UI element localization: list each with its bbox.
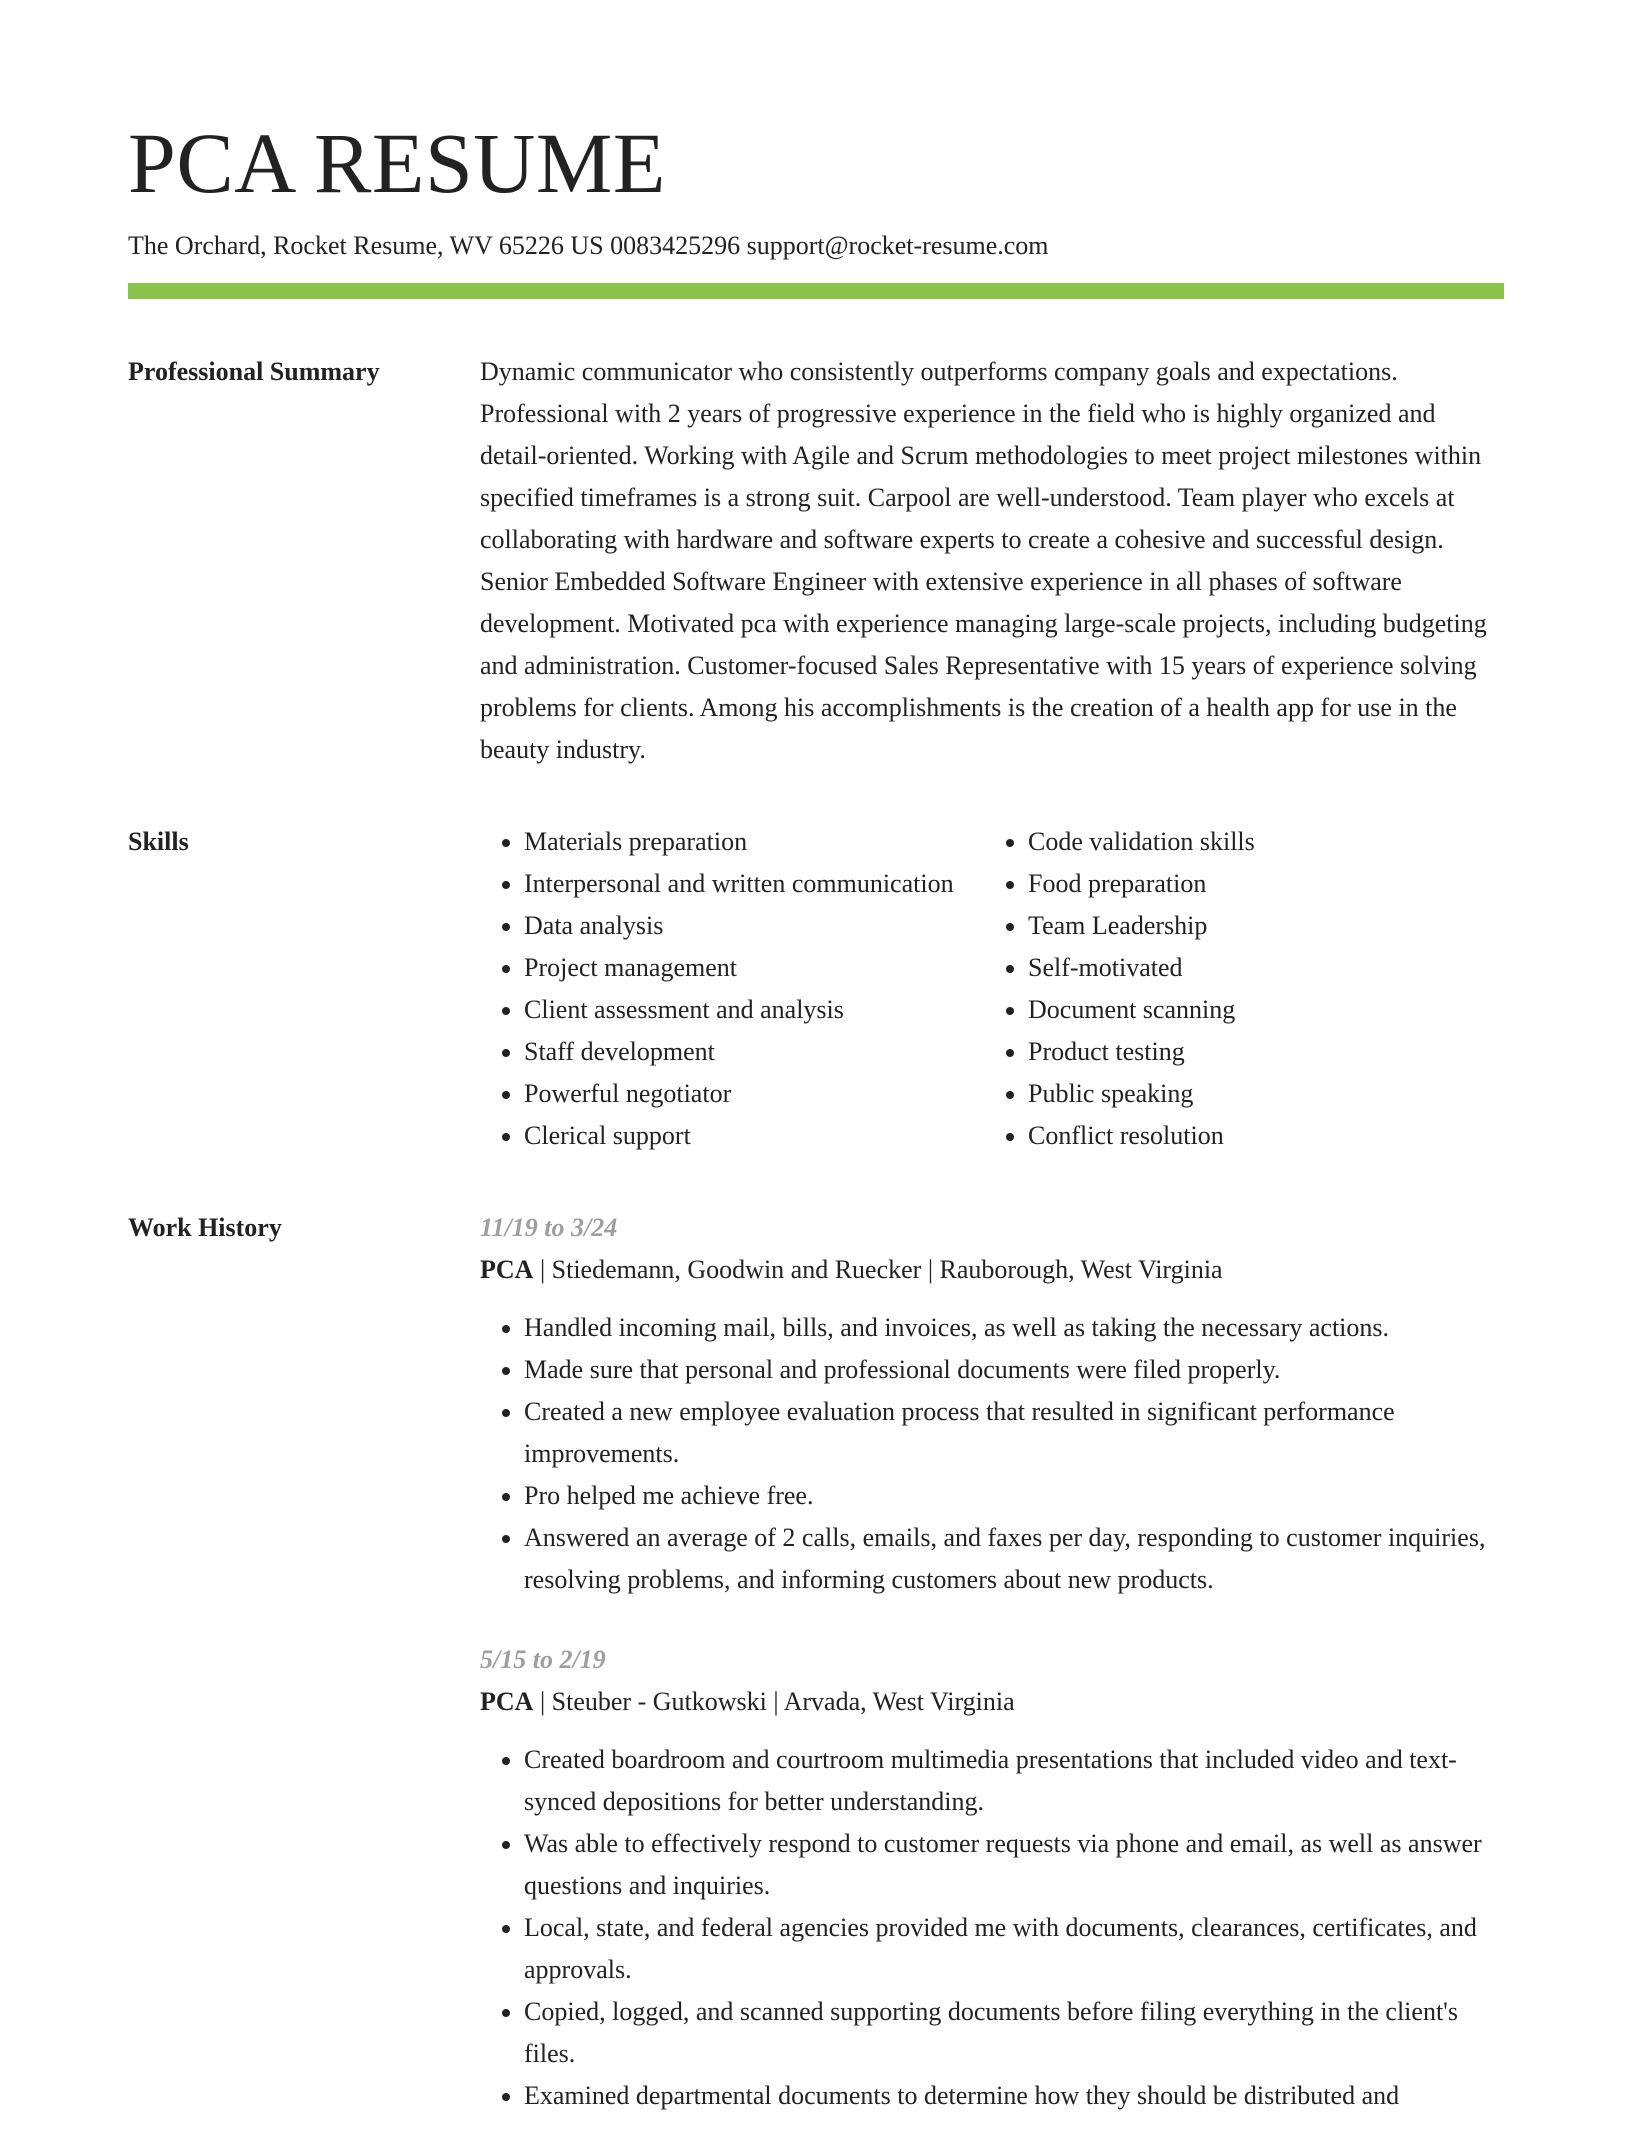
job-entry [480, 1207, 1504, 1601]
job-bullet: • Copied, logged, and scanned supporting documents before filing everything in the client's files. [524, 1991, 1504, 2075]
resume-title: PCA RESUME [128, 115, 666, 211]
job-bullet: • Made sure that personal and professional documents were filed properly. [524, 1349, 1504, 1391]
job-title: PCA [480, 1687, 534, 1717]
section-label: Professional Summary [128, 357, 380, 387]
skill-item: • Public speaking [1028, 1073, 1504, 1115]
job-dates: 5/15 to 2/19 [480, 1645, 606, 1675]
skill-item: • Data analysis [524, 905, 984, 947]
skill-item: • Self-motivated [1028, 947, 1504, 989]
job-bullet: • Examined departmental documents to determine how they should be distributed and [524, 2075, 1504, 2117]
skill-item: • Powerful negotiator [524, 1073, 984, 1115]
job-bullet: • Answered an average of 2 calls, emails, and faxes per day, responding to customer inquiries, resolving problems, and informing customers about new products. [524, 1517, 1504, 1601]
job-bullet: • Pro helped me achieve free. [524, 1475, 1504, 1517]
job-bullet: • Handled incoming mail, bills, and invoices, as well as taking the necessary actions. [524, 1307, 1504, 1349]
skill-item: • Materials preparation [524, 821, 984, 863]
work-history-section [128, 1207, 1504, 2155]
skill-item: • Clerical support [524, 1115, 984, 1157]
professional-summary-section [128, 351, 1504, 771]
job-entry [480, 1639, 1504, 2117]
skill-item: • Conflict resolution [1028, 1115, 1504, 1157]
skills-grid [480, 821, 1504, 1157]
resume-page [128, 0, 1504, 2155]
contact-line: The Orchard, Rocket Resume, WV 65226 US 0083425296 support@rocket-resume.com [128, 231, 1049, 260]
skill-item: • Staff development [524, 1031, 984, 1073]
skills-section [128, 821, 1504, 1157]
job-dates: 11/19 to 3/24 [480, 1213, 618, 1243]
section-label: Work History [128, 1213, 282, 1243]
skills-list-left [480, 821, 984, 1157]
job-bullet: • Created a new employee evaluation process that resulted in significant performance improvements. [524, 1391, 1504, 1475]
section-body [480, 351, 1504, 771]
skill-item: • Code validation skills [1028, 821, 1504, 863]
job-heading [480, 1681, 1504, 1723]
section-body [480, 821, 1504, 1157]
skill-item: • Client assessment and analysis [524, 989, 984, 1031]
skill-item: • Project management [524, 947, 984, 989]
job-bullets [480, 1307, 1504, 1601]
job-heading [480, 1249, 1504, 1291]
job-bullets [480, 1739, 1504, 2117]
section-body [480, 1207, 1504, 2155]
skill-item: • Interpersonal and written communication [524, 863, 984, 905]
section-label: Skills [128, 827, 189, 857]
job-title: PCA [480, 1255, 534, 1285]
skills-list-right [984, 821, 1504, 1157]
job-details: | Stiedemann, Goodwin and Ruecker | Rauborough, West Virginia [533, 1255, 1223, 1285]
skill-item: • Food preparation [1028, 863, 1504, 905]
job-details: | Steuber - Gutkowski | Arvada, West Virginia [533, 1687, 1015, 1717]
job-bullet: • Created boardroom and courtroom multimedia presentations that included video and text-synced depositions for better understanding. [524, 1739, 1504, 1823]
job-bullet: • Local, state, and federal agencies provided me with documents, clearances, certificates, and approvals. [524, 1907, 1504, 1991]
skill-item: • Document scanning [1028, 989, 1504, 1031]
header-divider [128, 283, 1504, 299]
skill-item: • Product testing [1028, 1031, 1504, 1073]
job-bullet: • Was able to effectively respond to customer requests via phone and email, as well as answer questions and inquiries. [524, 1823, 1504, 1907]
summary-text: Dynamic communicator who consistently outperforms company goals and expectations. Professional with 2 years of progressive experience in the field who is highly organized and detail-oriented. Working with Agile and Scrum methodologies to meet project milestones within specified timeframes is a strong suit. Carpool are well-understood. Team player who excels at collaborating with hardware and software experts to create a cohesive and successful design. Senior Embedded Software Engineer with extensive experience in all phases of software development. Motivated pca with experience managing large-scale projects, including budgeting and administration. Customer-focused Sales Representative with 15 years of experience solving problems for clients. Among his accomplishments is the creation of a health app for use in the beauty industry. [480, 357, 1487, 765]
skill-item: • Team Leadership [1028, 905, 1504, 947]
